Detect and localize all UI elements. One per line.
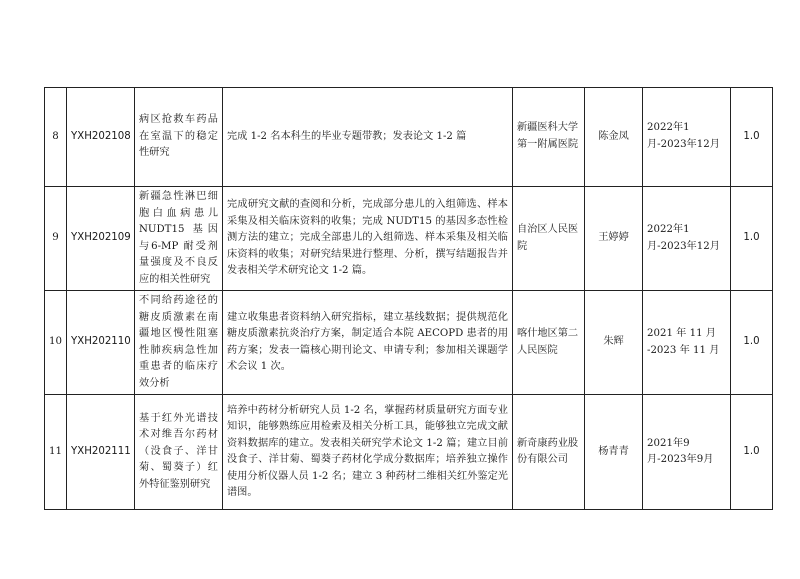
project-unit: 新疆医科大学第一附属医院 (513, 88, 585, 187)
project-code: YXH202108 (67, 88, 135, 187)
project-period: 2022年1月-2023年12月 (643, 88, 731, 187)
project-amount: 1.0 (731, 291, 773, 395)
project-content: 完成 1-2 名本科生的毕业专题带教；发表论文 1-2 篇 (223, 88, 513, 187)
project-unit: 新奇康药业股份有限公司 (513, 395, 585, 510)
table-row (45, 291, 773, 395)
project-unit: 自治区人民医院 (513, 187, 585, 291)
project-content: 完成研究文献的查阅和分析，完成部分患儿的入组筛选、样本采集及相关临床资料的收集；完成 NUDT15 的基因多态性检测方法的建立；完成全部患儿的入组筛选、样本采集及相关临床资料的收集；对研究结果进行整理、分析，撰写结题报告并发表相关学术研究论文 1-2 篇。 (223, 187, 513, 291)
table-row (45, 395, 773, 510)
project-content: 培养中药材分析研究人员 1-2 名，掌握药材质量研究方面专业知识，能够熟练应用检索及相关分析工具，能够独立完成文献资料数据库的建立。发表相关研究学术论文 1-2 篇；建立目前没食子、洋甘菊、蜀葵子药材化学成分数据库；培养独立操作使用分析仪器人员 1-2 名；建立 3 种药材二维相关红外鉴定光谱图。 (223, 395, 513, 510)
project-code: YXH202110 (67, 291, 135, 395)
row-number: 11 (45, 395, 67, 510)
row-number: 10 (45, 291, 67, 395)
project-leader: 杨青青 (585, 395, 643, 510)
project-title: 新疆急性淋巴细胞白血病患儿NUDT15 基因与6-MP 耐受剂量强度及不良反应的相关性研究 (135, 187, 223, 291)
project-amount: 1.0 (731, 187, 773, 291)
row-number: 9 (45, 187, 67, 291)
project-amount: 1.0 (731, 395, 773, 510)
project-table (44, 87, 773, 510)
project-period: 2021年9月-2023年9月 (643, 395, 731, 510)
project-title: 基于红外光谱技术对维吾尔药材（没食子、洋甘菊、蜀葵子）红外特征鉴别研究 (135, 395, 223, 510)
project-code: YXH202109 (67, 187, 135, 291)
project-period: 2022年1月-2023年12月 (643, 187, 731, 291)
project-unit: 喀什地区第二人民医院 (513, 291, 585, 395)
project-amount: 1.0 (731, 88, 773, 187)
project-leader: 朱辉 (585, 291, 643, 395)
project-leader: 王婷婷 (585, 187, 643, 291)
project-content: 建立收集患者资料纳入研究指标，建立基线数据；提供规范化糖皮质激素抗炎治疗方案，制定适合本院 AECOPD 患者的用药方案；发表一篇核心期刊论文、申请专利；参加相关课题学术会议 1 次。 (223, 291, 513, 395)
table-row (45, 187, 773, 291)
row-number: 8 (45, 88, 67, 187)
project-title: 不同给药途径的糖皮质激素在南疆地区慢性阻塞性肺疾病急性加重患者的临床疗效分析 (135, 291, 223, 395)
table-row (45, 88, 773, 187)
project-period: 2021 年 11 月 -2023 年 11 月 (643, 291, 731, 395)
project-title: 病区抢救车药品在室温下的稳定性研究 (135, 88, 223, 187)
project-leader: 陈金凤 (585, 88, 643, 187)
project-code: YXH202111 (67, 395, 135, 510)
